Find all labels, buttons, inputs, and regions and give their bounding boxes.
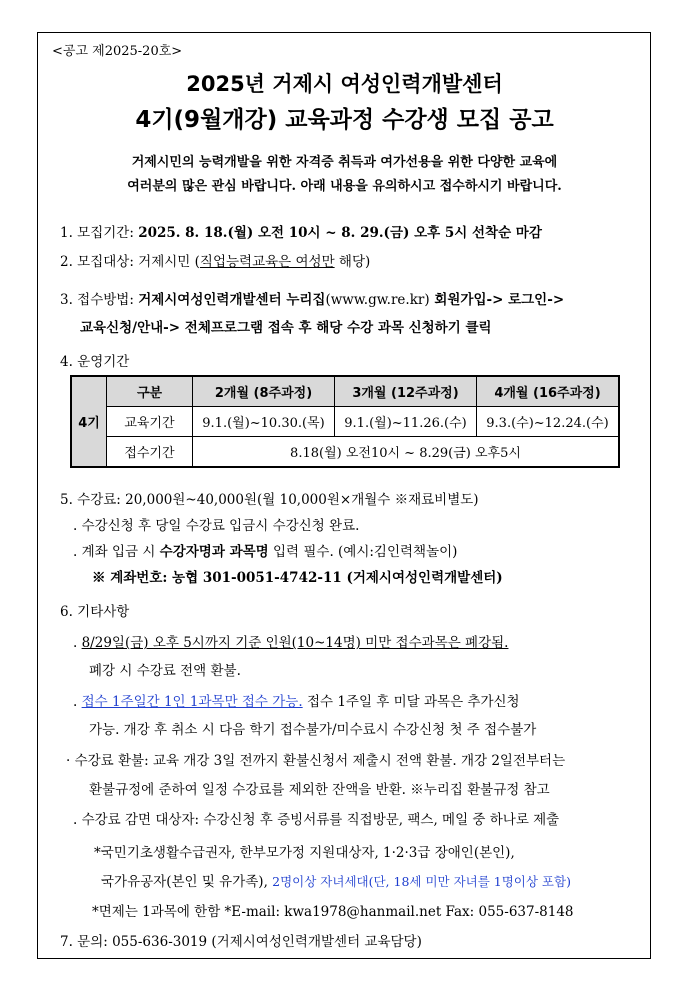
table-header: 4개월 (16주과정) xyxy=(477,376,620,407)
section-6-item-1-underlined: 8/29일(금) 오후 5시까지 기준 인원(10~14명) 미만 접수과목은 폐강됨. xyxy=(81,635,509,651)
section-2-underlined: 직업능력교육은 여성만 xyxy=(199,254,335,270)
row-label-education-period: 교육기간 xyxy=(107,407,193,437)
section-1-label: 1. 모집기간: xyxy=(60,225,139,241)
section-1-value: 2025. 8. 18.(월) 오전 10시 ~ 8. 29.(금) 오후 5시 선착순 마감 xyxy=(138,225,542,241)
section-3-line-2: 교육신청/안내-> 전체프로그램 접속 후 해당 수강 과목 신청하기 클릭 xyxy=(80,320,492,336)
table-header: 구분 xyxy=(107,376,193,407)
intro-line-1: 거제시민의 능력개발을 위한 자격증 취득과 여가선용을 위한 다양한 교육에 xyxy=(131,155,558,170)
section-6-item-1-line-2: 폐강 시 수강료 전액 환불. xyxy=(89,663,241,679)
section-5-item-2 xyxy=(73,540,457,560)
section-6-item-4-line-1: . 수강료 감면 대상자: 수강신청 후 증빙서류를 직접방문, 팩스, 메일 중 하나로 제출 xyxy=(73,812,560,828)
section-5-item-2-bold: 수강자명과 과목명 xyxy=(159,544,269,560)
section-6-item-2-line-2: 가능. 개강 후 취소 시 다음 학기 접수불가/미수료시 수강신청 첫 주 접수불가 xyxy=(89,722,537,738)
table-header: 3개월 (12주과정) xyxy=(335,376,477,407)
table-header: 2개월 (8주과정) xyxy=(193,376,335,407)
table-cell: 9.3.(수)~12.24.(수) xyxy=(477,407,620,437)
section-6-item-4-line-4: *면제는 1과목에 한함 *E-mail: kwa1978@hanmail.net Fax: 055-637-8148 xyxy=(92,904,574,920)
intro-line-2: 여러분의 많은 관심 바랍니다. 아래 내용을 유의하시고 접수하시기 바랍니다. xyxy=(127,179,562,194)
schedule-table xyxy=(70,375,620,468)
section-6-item-4-line-3-pre: 국가유공자(본인 및 유가족), xyxy=(101,874,273,890)
section-6-item-2-post: 접수 1주일 후 미달 과목은 추가신청 xyxy=(302,694,520,710)
row-label-apply-period: 접수기간 xyxy=(107,437,193,468)
title-line-1: 2025년 거제시 여성인력개발센터 xyxy=(186,72,503,96)
section-6-item-2 xyxy=(73,690,520,710)
section-5-item-2-post: 입력 필수. (예시:김인력책놀이) xyxy=(268,544,458,560)
table-header-row xyxy=(71,376,619,407)
section-3-label: 3. 접수방법: xyxy=(60,292,139,308)
section-5-item-1: . 수강신청 후 당일 수강료 입금시 수강신청 완료. xyxy=(73,518,360,534)
bullet: . xyxy=(73,635,82,651)
section-1-recruit-period xyxy=(60,221,542,241)
section-5-item-2-pre: . 계좌 입금 시 xyxy=(73,544,160,560)
section-6-item-1 xyxy=(73,631,508,651)
table-row xyxy=(71,437,619,468)
section-3-url[interactable]: (www.gw.re.kr) xyxy=(325,292,430,308)
section-6-label: 6. 기타사항 xyxy=(60,604,130,620)
bullet: . xyxy=(73,694,82,710)
title-line-2: 4기(9월개강) 교육과정 수강생 모집 공고 xyxy=(135,107,554,133)
section-6-item-3-line-1: · 수강료 환불: 교육 개강 3일 전까지 환불신청서 제출시 전액 환불. 개강 2일전부터는 xyxy=(66,753,566,769)
section-6-item-4-line-2: *국민기초생활수급권자, 한부모가정 지원대상자, 1·2·3급 장애인(본인), xyxy=(94,845,515,861)
section-7-contact: 7. 문의: 055-636-3019 (거제시여성인력개발센터 교육담당) xyxy=(60,934,422,950)
section-2-label: 2. 모집대상: 거제시민 ( xyxy=(60,254,200,270)
section-2-recruit-target xyxy=(60,250,370,270)
section-3-steps: 회원가입-> 로그인-> xyxy=(429,292,565,308)
section-6-item-4-line-3-blue: 2명이상 자녀세대(단, 18세 미만 자녀를 1명이상 포함) xyxy=(272,874,571,889)
section-5-fee: 5. 수강료: 20,000원~40,000원(월 10,000원×개월수 ※재료비별도) xyxy=(60,492,479,508)
notice-number: <공고 제2025-20호> xyxy=(52,44,183,59)
section-6-item-2-blue: 접수 1주일간 1인 1과목만 접수 가능. xyxy=(81,694,303,710)
term-cell: 4기 xyxy=(71,376,107,467)
table-cell: 8.18(월) 오전10시 ~ 8.29(금) 오후5시 xyxy=(193,437,620,468)
table-cell: 9.1.(월)~11.26.(수) xyxy=(335,407,477,437)
section-5-account-number: ※ 계좌번호: 농협 301-0051-4742-11 (거제시여성인력개발센터) xyxy=(92,570,503,586)
section-3-site-name: 거제시여성인력개발센터 누리집 xyxy=(138,292,326,308)
section-6-item-4-line-3 xyxy=(101,870,571,890)
table-row xyxy=(71,407,619,437)
section-4-label: 4. 운영기간 xyxy=(60,354,130,370)
section-3-apply-method xyxy=(60,288,564,308)
section-2-suffix: 해당) xyxy=(334,254,371,270)
table-cell: 9.1.(월)~10.30.(목) xyxy=(193,407,335,437)
section-6-item-3-line-2: 환불규정에 준하여 일정 수강료를 제외한 잔액을 반환. ※누리집 환불규정 참고 xyxy=(89,782,550,798)
